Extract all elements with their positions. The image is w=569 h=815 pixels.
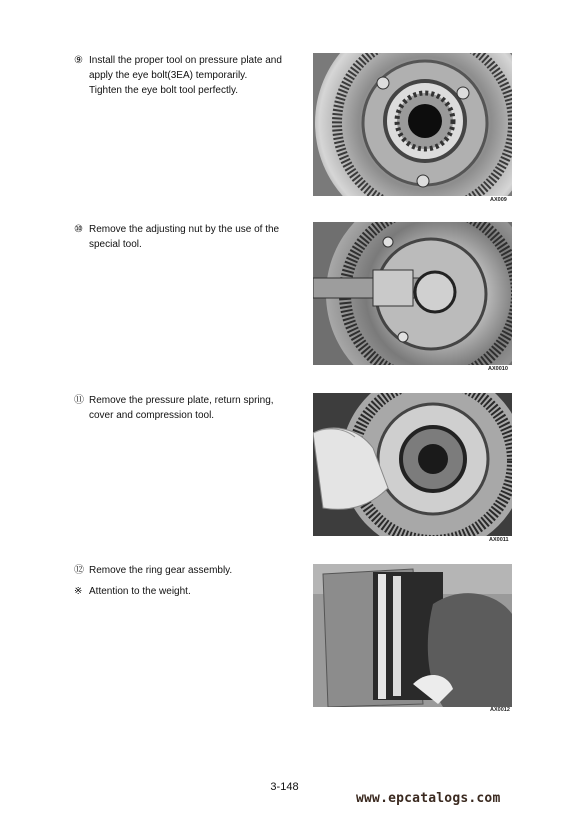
step-9-line-1: Install the proper tool on pressure plate and (89, 55, 282, 66)
step-9-line-2: apply the eye bolt(3EA) temporarily. (89, 70, 248, 81)
step-11-line-2: cover and compression tool. (89, 410, 215, 421)
step-12 (74, 563, 288, 578)
step-9 (74, 53, 288, 98)
weight-note (74, 584, 191, 599)
photo-step-12 (313, 564, 512, 707)
page-number: 3-148 (270, 781, 299, 793)
note-symbol: ※ (74, 586, 83, 597)
step-12-text (89, 563, 288, 578)
step-10 (74, 222, 288, 252)
photo-step-11 (313, 393, 512, 536)
note-text: Attention to the weight. (89, 586, 191, 597)
step-9-text (89, 53, 288, 98)
watermark: www.epcatalogs.com (356, 791, 501, 806)
figure-label-ax009: AX009 (490, 197, 507, 203)
step-9-line-3: Tighten the eye bolt tool perfectly. (89, 85, 238, 96)
step-9-number: ⑨ (74, 55, 83, 66)
figure-label-ax0010: AX0010 (488, 366, 508, 372)
step-11-line-1: Remove the pressure plate, return spring, (89, 395, 274, 406)
step-10-line-2: special tool. (89, 239, 142, 250)
figure-label-ax0012: AX0012 (490, 707, 510, 713)
step-12-line-1: Remove the ring gear assembly. (89, 565, 233, 576)
step-10-number: ⑩ (74, 224, 83, 235)
step-11-text (89, 393, 288, 423)
step-10-line-1: Remove the adjusting nut by the use of the (89, 224, 280, 235)
step-10-text (89, 222, 288, 252)
photo-step-9 (313, 53, 512, 196)
photo-step-10 (313, 222, 512, 365)
step-12-number: ⑫ (74, 565, 84, 576)
step-11-number: ⑪ (74, 395, 84, 406)
figure-label-ax0011: AX0011 (489, 537, 509, 543)
step-11 (74, 393, 288, 423)
